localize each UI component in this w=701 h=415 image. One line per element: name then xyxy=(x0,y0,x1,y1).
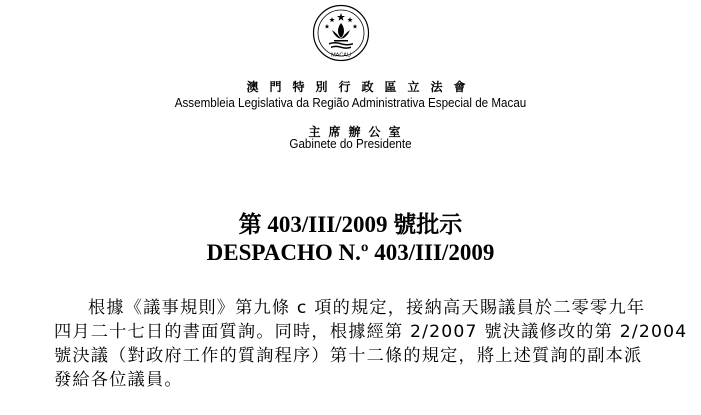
dispatch-title-chinese: 第 403/III/2009 號批示 xyxy=(238,212,463,237)
paragraph-line: 根據《議事規則》第九條 c 項的規定，接納高天賜議員於二零零九年 xyxy=(88,298,646,318)
office-name-chinese: 主席辦公室 xyxy=(308,125,409,139)
dispatch-body-paragraph xyxy=(54,296,688,392)
institution-name-chinese: 澳門特別行政區立法會 xyxy=(246,80,477,94)
paragraph-line: 號決議（對政府工作的質詢程序）第十二條的規定，將上述質詢的副本派 xyxy=(54,346,643,366)
macau-emblem-icon xyxy=(312,4,370,62)
office-name-portuguese: Gabinete do Presidente xyxy=(289,137,412,151)
paragraph-line: 四月二十七日的書面質詢。同時，根據經第 2/2007 號決議修改的第 2/2004 xyxy=(54,322,688,342)
paragraph-line: 發給各位議員。 xyxy=(54,370,183,390)
institution-name-portuguese: Assembleia Legislativa da Região Administrativa Especial de Macau xyxy=(174,96,527,110)
emblem-label: MACAU xyxy=(331,52,351,59)
dispatch-title-portuguese: DESPACHO N.º 403/III/2009 xyxy=(206,240,495,265)
